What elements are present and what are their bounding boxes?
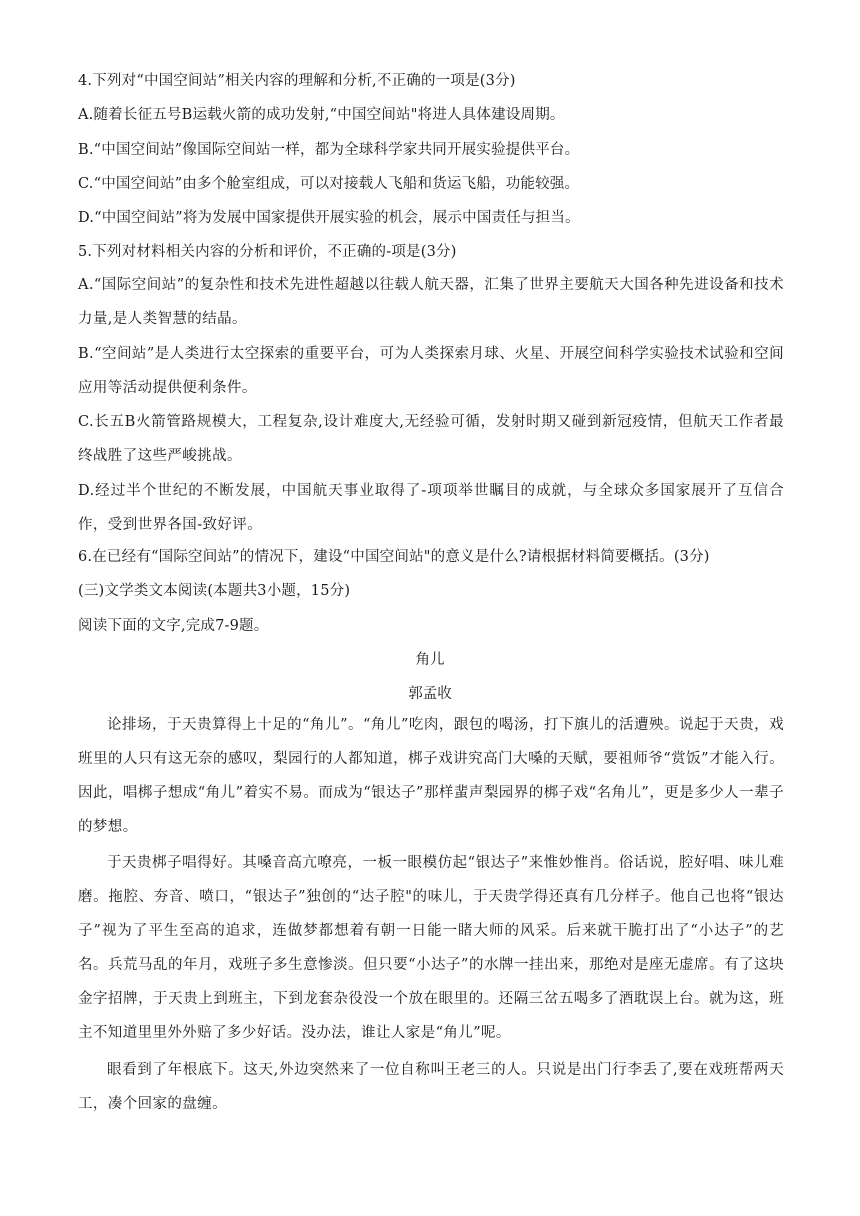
story-paragraph: 论排场，于天贵算得上十足的“角儿”。“角儿”吃肉，跟包的喝汤，打下旗儿的活遭殃。说起于天贵，戏班里的人只有这无奈的感叹，梨园行的人都知道，梆子戏讲究高门大嗓的天赋，要祖师爷“赏饭”才能入行。因此，唱梆子想成“角儿”着实不易。而成为“银达子”那样蜚声梨园界的梆子戏“名角儿”，更是多少人一辈子的梦想。 xyxy=(78,717,784,835)
q4-option-a: A.随着长征五号B运载火箭的成功发射,“中国空间站"将进人具体建设周期。 xyxy=(78,107,565,123)
q5-option-a: A.“国际空间站”的复杂性和技术先进性超越以往载人航天器，汇集了世界主要航天大国各种先进设备和技术力量,是人类智慧的结晶。 xyxy=(78,277,784,327)
story-paragraph: 眼看到了年根底下。这天,外边突然来了一位自称叫王老三的人。只说是出门行李丢了,要在戏班帮两天工，凑个回家的盘缠。 xyxy=(78,1062,784,1112)
story-author: 郭孟收 xyxy=(408,686,452,702)
section-heading: (三)文学类文本阅读(本题共3小题，15分) xyxy=(78,583,351,599)
q5-option-b: B.“空间站”是人类进行太空探索的重要平台，可为人类探索月球、火星、开展空间科学实验技术试验和空间应用等活动提供便利条件。 xyxy=(78,346,784,396)
story-title: 角儿 xyxy=(415,652,445,668)
q4-option-c: C.“中国空间站”由多个舱室组成，可以对接载人飞船和货运飞船，功能较强。 xyxy=(78,176,580,192)
q5-stem: 5.下列对材料相关内容的分析和评价，不正确的-项是(3分) xyxy=(78,244,457,260)
q4-option-b: B.“中国空间站”像国际空间站一样，都为全球科学家共同开展实验提供平台。 xyxy=(78,142,580,158)
q5-option-d: D.经过半个世纪的不断发展，中国航天事业取得了-项项举世瞩目的成就，与全球众多国家展开了互信合作，受到世界各国-致好评。 xyxy=(78,483,784,533)
q5-option-c: C.长五B火箭管路规模大，工程复杂,设计难度大,无经验可循，发射时期又碰到新冠疫情，但航天工作者最终战胜了这些严峻挑战。 xyxy=(78,414,784,464)
q4-stem: 4.下列对“中国空间站”相关内容的理解和分析,不正确的一项是(3分) xyxy=(78,73,516,89)
story-paragraph: 于天贵梆子唱得好。其嗓音高亢嘹亮，一板一眼模仿起“银达子”来惟妙惟肖。俗话说，腔好唱、味儿难磨。拖腔、夯音、喷口，“银达子”独创的“达子腔"的味儿，于天贵学得还真有几分样子。他自己也将“银达子”视为了平生至高的追求，连做梦都想着有朝一日能一睹大师的风采。后来就干脆打出了“小达子”的艺名。兵荒马乱的年月，戏班子多生意惨淡。但只要“小达子”的水牌一挂出来，那绝对是座无虚席。有了这块金字招牌，于天贵上到班主，下到龙套杂役没一个放在眼里的。还隔三岔五喝多了酒耽误上台。就为这，班主不知道里里外外赔了多少好话。没办法，谁让人家是“角儿”呢。 xyxy=(78,855,784,1041)
q6-stem: 6.在已经有“国际空间站”的情况下，建设“中国空间站"的意义是什么?请根据材料简要概括。(3分) xyxy=(78,549,710,565)
q4-option-d: D.“中国空间站”将为发展中国家提供开展实验的机会，展示中国责任与担当。 xyxy=(78,210,580,226)
section-instruction: 阅读下面的文字,完成7-9题。 xyxy=(78,618,269,634)
